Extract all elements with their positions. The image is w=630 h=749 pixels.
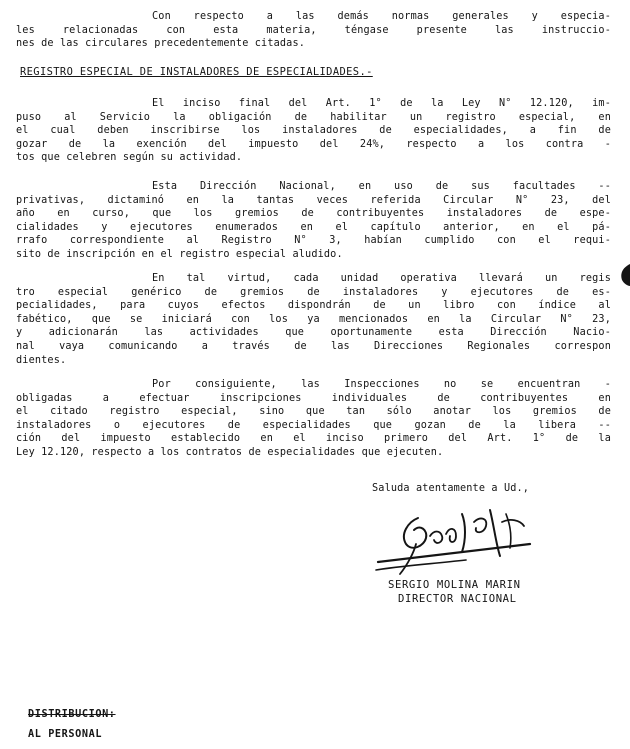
text-line: nes de las circulares precedentemente citadas.	[16, 38, 306, 50]
closing-salutation: Saluda atentamente a Ud.,	[372, 483, 530, 494]
distribution-recipient: AL PERSONAL	[28, 729, 103, 740]
section-heading: REGISTRO ESPECIAL DE INSTALADORES DE ESPECIALIDADES.-	[20, 66, 373, 78]
text-line: les relacionadas con esta materia, téngase presente las instruccio-	[16, 24, 611, 36]
paragraph-3	[16, 272, 611, 367]
signatory-title: DIRECTOR NACIONAL	[398, 593, 517, 605]
intro-paragraph	[16, 10, 611, 51]
text-line: año en curso, que los gremios de contribuyentes instaladores de espe-	[16, 208, 611, 220]
distribution-label: DISTRIBUCION:	[28, 709, 116, 720]
signatory-name: SERGIO MOLINA MARIN	[388, 579, 521, 591]
text-line: Ley 12.120, respecto a los contratos de especialidades que ejecuten.	[16, 446, 444, 458]
text-line: El inciso final del Art. 1° de la Ley N° 12.120, im-	[152, 98, 611, 109]
paragraph-1	[16, 97, 611, 165]
text-line: nal vaya comunicando a través de las Direcciones Regionales correspon	[16, 340, 611, 352]
text-line: rrafo correspondiente al Registro N° 3, habían cumplido con el requi-	[16, 235, 611, 247]
text-line: el cual deben inscribirse los instaladores de especialidades, a fin de	[16, 125, 611, 137]
text-line: pecialidades, para cuyos efectos dispondrán de un libro con índice al	[16, 300, 611, 312]
text-line: Esta Dirección Nacional, en uso de sus facultades --	[152, 181, 611, 192]
text-line: sito de inscripción en el registro especial aludido.	[16, 248, 343, 260]
text-line: Por consiguiente, las Inspecciones no se encuentran -	[152, 379, 611, 390]
text-line: obligadas a efectuar inscripciones individuales de contribuyentes en	[16, 392, 611, 404]
binding-hole-mark	[620, 264, 630, 286]
text-line: cialidades y ejecutores enumerados en el capítulo anterior, en el pá-	[16, 221, 611, 233]
text-line: tro especial genérico de gremios de instaladores y ejecutores de es-	[16, 286, 611, 298]
paragraph-4	[16, 378, 611, 460]
text-line: gozar de la exención del impuesto del 24%, respecto a los contra -	[16, 138, 611, 150]
text-line: En tal virtud, cada unidad operativa llevará un regis	[152, 273, 611, 284]
handwritten-signature	[370, 500, 540, 580]
text-line: el citado registro especial, sino que tan sólo anotar los gremios de	[16, 406, 611, 418]
text-line: dientes.	[16, 354, 67, 366]
text-line: instaladores o ejecutores de especialidades que gozan de la libera --	[16, 419, 611, 431]
text-line: privativas, dictaminó en la tantas veces referida Circular N° 23, del	[16, 194, 611, 206]
text-line: puso al Servicio la obligación de habilitar un registro especial, en	[16, 111, 611, 123]
text-line: ción del impuesto establecido en el inciso primero del Art. 1° de la	[16, 433, 611, 445]
paragraph-2	[16, 180, 611, 262]
text-line: y adicionarán las actividades que oportunamente esta Dirección Nacio-	[16, 327, 611, 339]
text-line: fabético, que se iniciará con los ya mencionados en la Circular N° 23,	[16, 313, 611, 325]
text-line: tos que celebren según su actividad.	[16, 152, 243, 164]
text-line: Con respecto a las demás normas generales y especia-	[152, 11, 611, 22]
